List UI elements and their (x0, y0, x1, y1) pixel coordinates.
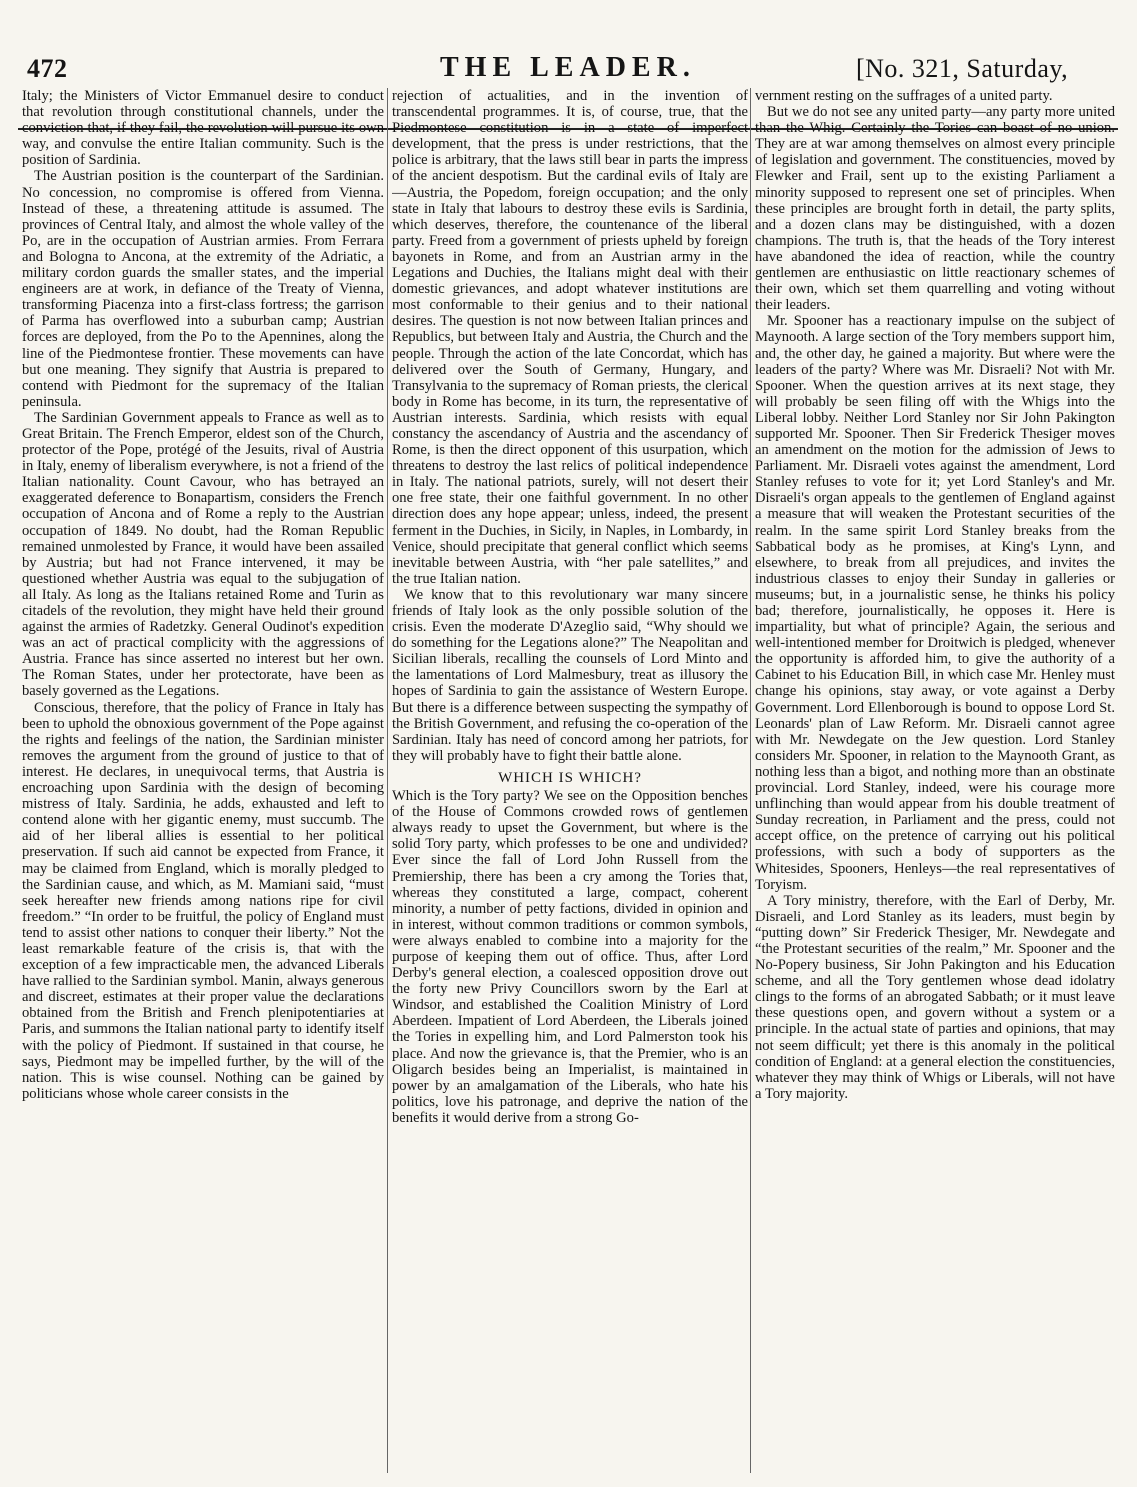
issue-label: [No. 321, Saturday, (856, 54, 1069, 83)
paragraph: A Tory ministry, therefore, with the Earl of Derby, Mr. Disraeli, and Lord Stanley as its leaders, must begin by “putting down” Sir Frederick Thesiger, Mr. Newdegate and “the Protestant securities of the realm,” Mr. Spooner and the No-Popery business, Sir John Pakington and his Education scheme, and all the Tory gentlemen whose dead idolatry clings to the forms of an abrogated Sabbath; or it must leave these questions open, and govern without a system or a principle. In the actual state of parties and opinions, that may not seem difficult; yet there is this anomaly in the political condition of England: at a general election the constituencies, whatever they may think of Whigs or Liberals, will not have a Tory majority. (755, 892, 1115, 1102)
page-number: 472 (27, 54, 68, 83)
article-heading: WHICH IS WHICH? (498, 769, 642, 786)
column-1 (22, 88, 384, 1468)
paragraph: We know that to this revolutionary war many sincere friends of Italy look as the only possible solution of the crisis. Even the moderate D'Azeglio said, “Why should we do something for the Legations alone?” The Neapolitan and Sicilian liberals, recalling the counsels of Lord Minto and the lamentations of Lord Malmesbury, treat as illusory the hopes of Sardinia to gain the assistance of Western Europe. But there is a difference between suspecting the sympathy of the British Government, and refusing the co-operation of the Sardinian. Italy has need of concord among her patriots, for they will probably have to fight their battle alone. (392, 586, 748, 764)
paragraph: The Sardinian Government appeals to France as well as to Great Britain. The French Emperor, eldest son of the Church, protector of the Pope, protégé of the Jesuits, rival of Austria in Italy, enemy of liberalism everywhere, is not a friend of the Italian nationality. Count Cavour, who has betrayed an exaggerated deference to Bonapartism, considers the French occupation of Ancona and of Rome a reply to the Austrian occupation of 1849. No doubt, had the Roman Republic remained unmolested by France, it would have been assailed by Austria; but had not France intervened, it may be questioned whether Austria was equal to the subjugation of all Italy. As long as the Italians retained Rome and Turin as citadels of the revolution, they might have held their ground against the armies of Radetzky. General Oudinot's expedition was an act of practical complicity with the aggressions of Austria. France has since asserted no interest but her own. The Roman States, under her protectorate, have been as basely governed as the Legations. (22, 409, 384, 700)
paragraph: Conscious, therefore, that the policy of France in Italy has been to uphold the obnoxious government of the Pope against the rights and feelings of the nation, the Sardinian minister removes the argument from the ground of justice to that of interest. He declares, in unequivocal terms, that Austria is encroaching upon Sardinia with the design of becoming mistress of Italy. Sardinia, he adds, exhausted and left to contend alone with her gigantic enemy, must succumb. The aid of her liberal allies is essential to her political preservation. If such aid cannot be expected from France, it may be claimed from England, which is morally pledged to the Sardinian cause, and which, as M. Mamiani said, “must seek hereafter new friends among nations ripe for civil freedom.” “In order to be fruitful, the policy of England must tend to assist other nations to conquer their liberty.” Not the least remarkable feature of the crisis is, that with the exception of a few impracticable men, the advanced Liberals have rallied to the Sardinian symbol. Manin, always generous and discreet, estimates at their proper value the declarations obtained from the British and French plenipotentiaries at Paris, and summons the Italian national party to identify itself with the policy of Piedmont. If sustained in that course, he says, Piedmont may be impelled further, by the will of the nation. This is wise counsel. Nothing can be gained by politicians whose whole career consists in the (22, 699, 384, 1102)
column-divider (387, 88, 388, 1473)
paragraph: rejection of actualities, and in the invention of transcendental programmes. It is, of course, true, that the Piedmontese constitution is in a state of imperfect development, that the press is under restrictions, that the police is arbitrary, that the laws still bear in parts the impress of the ancient despotism. But the cardinal evils of Italy are—Austria, the Popedom, foreign occupation; and the only state in Italy that labours to destroy these evils is Sardinia, which deserves, therefore, the countenance of the liberal party. Freed from a government of priests upheld by foreign bayonets in Rome, and from an Austrian army in the Legations and Duchies, the Italians might deal with their domestic grievances, and adopt whatever institutions are most conformable to their genius and to their national desires. The question is not now between Italian princes and Republics, but between Italy and Austria, the Church and the people. Through the action of the late Concordat, which has delivered over the South of Germany, Hungary, and Transylvania to the supremacy of Roman priests, the clerical body in Rome has become, in its turn, the representative of Austrian interests. Sardinia, which resists with equal constancy the ascendancy of Austria and the ascendancy of Rome, is then the direct opponent of this usurpation, which threatens to destroy the last relics of political independence in Italy. The national patriots, surely, will not desert their one free state, their one faithful government. In no other direction does any hope appear; unless, indeed, the present ferment in the Duchies, in Sicily, in Naples, in Lombardy, in Venice, should precipitate that general conflict which seems inevitable between Austria, with “her pale satellites,” and the true Italian nation. (392, 88, 748, 587)
column-divider (750, 88, 751, 1473)
column-3 (755, 88, 1115, 1468)
paragraph: Which is the Tory party? We see on the Opposition benches of the House of Commons crowded rows of gentlemen always ready to upset the Government, but where is the solid Tory party, which professes to be one and undivided? Ever since the fall of Lord John Russell from the Premiership, there has been a cry among the Tories that, whereas they constituted a large, compact, coherent minority, a number of petty factions, divided in opinion and in interest, without common traditions or common symbols, were always enabled to combine into a majority for the purpose of keeping them out of office. Thus, after Lord Derby's general election, a coalesced opposition drove out the forty new Privy Councillors sworn by the Earl at Windsor, and established the Coalition Ministry of Lord Aberdeen. Impatient of Lord Aberdeen, the Liberals joined the Tories in expelling him, and Lord Palmerston took his place. And now the grievance is, that the Premier, who is an Oligarch besides being an Imperialist, is maintained in power by an amalgamation of the Liberals, who hate his politics, love his patronage, and deprive the nation of the benefits it would derive from a strong Go- (392, 788, 748, 1126)
paragraph: vernment resting on the suffrages of a united party. (755, 88, 1053, 104)
paragraph: Italy; the Ministers of Victor Emmanuel desire to conduct that revolution through constitutional channels, under the conviction that, if they fail, the revolution will pursue its own way, and convulse the entire Italian community. Such is the position of Sardinia. (22, 88, 384, 169)
masthead: THE LEADER. (440, 52, 696, 83)
paragraph: The Austrian position is the counterpart of the Sardinian. No concession, no compromise is offered from Vienna. Instead of these, a threatening attitude is assumed. The provinces of Central Italy, and almost the whole valley of the Po, are in the occupation of Austrian armies. From Ferrara and Bologna to Ancona, at the extremity of the Adriatic, a military cordon guards the smaller states, and the imperial engineers are at work, in defiance of the Treaty of Vienna, transforming Piacenza into a first-class fortress; the garrison of Parma has overflowed into a suburban camp; Austrian forces are deployed, from the Po to the Apennines, along the line of the Piedmontese frontier. These movements can have but one meaning. They signify that Austria is prepared to contend with Piedmont for the supremacy of the Italian peninsula. (22, 168, 384, 410)
paragraph: Mr. Spooner has a reactionary impulse on the subject of Maynooth. A large section of the Tory members support him, and, the other day, he gained a majority. But where were the leaders of the party? Where was Mr. Disraeli? Not with Mr. Spooner. When the question arrives at its next stage, they will probably be seen filing off with the Whigs into the Liberal lobby. Neither Lord Stanley nor Sir John Pakington supported Mr. Spooner. Then Sir Frederick Thesiger moves an amendment on the motion for the admission of Jews to Parliament. Mr. Disraeli votes against the amendment, Lord Stanley refuses to vote for it; yet Lord Stanley's and Mr. Disraeli's organ appeals to the gentlemen of England against a measure that will weaken the Protestant securities of the realm. In the same spirit Lord Stanley breaks from the Sabbatical body as he promises, at King's Lynn, and elsewhere, to break from all prejudices, and invites the industrious classes to enjoy their Sunday in galleries or museums; but, in a journalistic sense, he thinks his policy bad; therefore, journalistically, he opposes it. Here is impartiality, but what of principle? Again, the serious and well-intentioned member for Droitwich is pledged, whenever the opportunity is afforded him, to give the authority of a Cabinet to his Education Bill, in which case Mr. Henley must change his opinions, stay away, or vote against a Derby Government. Lord Ellenborough is bound to oppose Lord St. Leonards' plan of Law Reform. Mr. Disraeli cannot agree with Mr. Newdegate on the Jew question. Lord Stanley considers Mr. Spooner, in relation to the Maynooth Grant, as nothing less than a bigot, and nothing more than an obstinate provincial. Lord Stanley, indeed, were his courage more unflinching than would appear from his double treatment of Sunday recreation, in Parliament and the press, could not accept office, on the pretence of carrying out his political professions, with such a body of supporters as the Whitesides, Spooners, Henleys—the real representatives of Toryism. (755, 313, 1115, 893)
column-2 (392, 88, 748, 1468)
paragraph: But we do not see any united party—any party more united than the Whig. Certainly the Tories can boast of no union. They are at war among themselves on almost every principle of legislation and government. The constituencies, moved by Flewker and Frail, sent up to the existing Parliament a minority supposed to represent one set of principles. When these principles are brought forth in detail, the party splits, and a dozen clans may be distinguished, with a dozen champions. The truth is, that the heads of the Tory interest have abandoned the idea of reaction, while the country gentlemen are enthusiastic on little reactionary schemes of their own, which set them quarrelling and voting without their leaders. (755, 104, 1115, 314)
